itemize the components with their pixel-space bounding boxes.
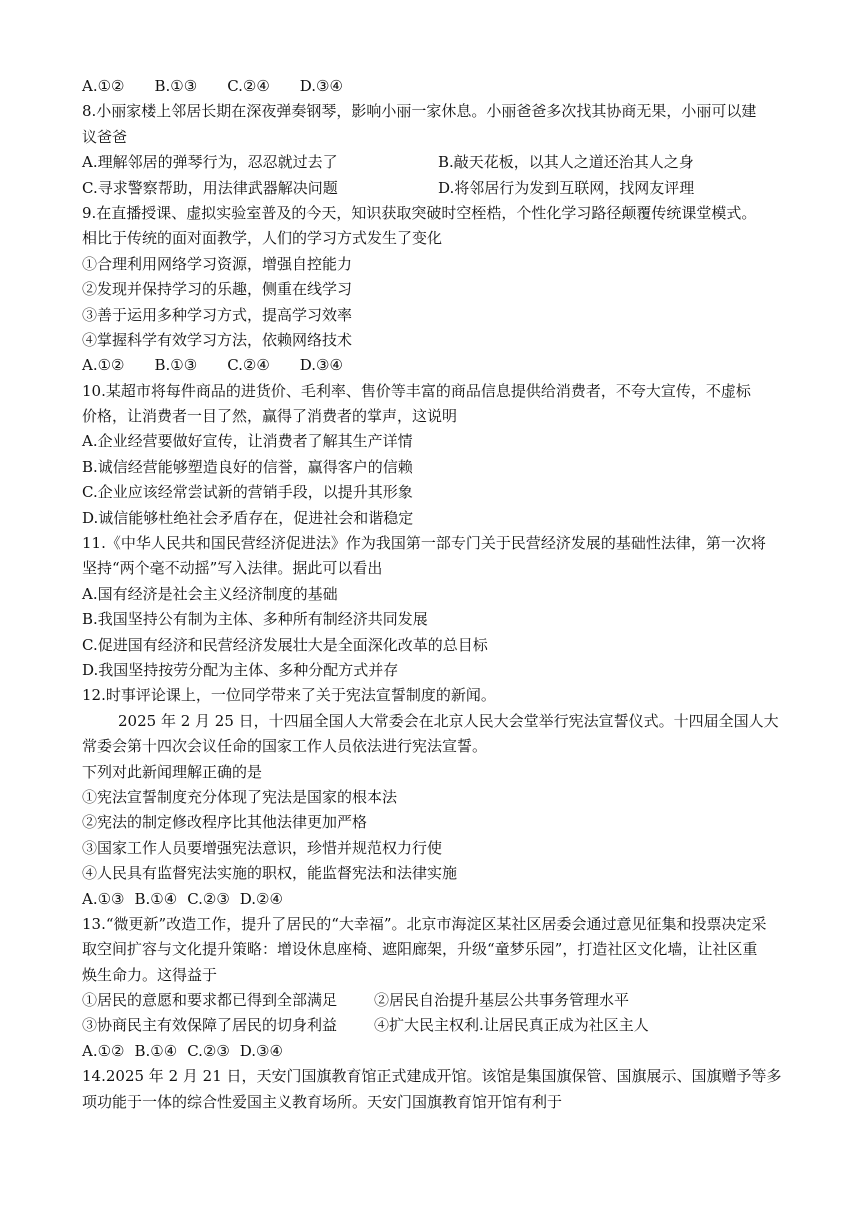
q12-item-1: ①宪法宣誓制度充分体现了宪法是国家的根本法 — [82, 787, 398, 806]
q13-stem-line1: 13.“微更新”改造工作，提升了居民的“大幸福”。北京市海淀区某社区居委会通过意见征集和投票决定采 — [82, 914, 767, 933]
q12-stem-line3: 下列对此新闻理解正确的是 — [82, 762, 263, 781]
q13-item-1: ①居民的意愿和要求都已得到全部满足 — [82, 991, 338, 1010]
q8-option-d: D.将邻居行为发到互联网，找网友评理 — [438, 178, 695, 197]
q8-option-b: B.敲天花板，以其人之道还治其人之身 — [438, 153, 694, 172]
q8-option-a: A.理解邻居的弹琴行为，忍忍就过去了 — [82, 153, 338, 172]
q13-stem-line2: 取空间扩容与文化提升策略：增设休息座椅、遮阳廊架，升级“童梦乐园”，打造社区文化墙，让社区重 — [82, 940, 758, 959]
q13-option-b: B.①④ — [134, 1041, 178, 1060]
q11-option-b: B.我国坚持公有制为主体、多种所有制经济共同发展 — [82, 610, 428, 629]
q10-option-c: C.企业应该经常尝试新的营销手段，以提升其形象 — [82, 483, 413, 502]
q12-stem-line1: 12.时事评论课上，一位同学带来了关于宪法宣誓制度的新闻。 — [82, 686, 496, 705]
q13-stem-line3: 焕生命力。这得益于 — [82, 965, 218, 984]
q11-stem-line2: 坚持“两个毫不动摇”写入法律。据此可以看出 — [82, 559, 383, 578]
q10-option-b: B.诚信经营能够塑造良好的信誉，赢得客户的信赖 — [82, 457, 413, 476]
q12-option-d: D.②④ — [239, 889, 283, 908]
q9-option-c: C.②④ — [227, 356, 270, 375]
q11-option-c: C.促进国有经济和民营经济发展壮大是全面深化改革的总目标 — [82, 635, 488, 654]
q13-item-3: ③协商民主有效保障了居民的切身利益 — [82, 1016, 338, 1035]
q11-option-a: A.国有经济是社会主义经济制度的基础 — [82, 584, 338, 603]
q7-option-b: B.①③ — [154, 77, 198, 95]
q14-stem-line1: 14.2025 年 2 月 21 日，天安门国旗教育馆正式建成开馆。该馆是集国旗保管、国旗展示、国旗赠予等多 — [82, 1067, 782, 1086]
q14-stem-line2: 项功能于一体的综合性爱国主义教育场所。天安门国旗教育馆开馆有利于 — [82, 1092, 563, 1111]
q9-item-2: ②发现并保持学习的乐趣，侧重在线学习 — [82, 280, 353, 299]
q13-option-c: C.②③ — [187, 1041, 230, 1060]
q13-option-d: D.③④ — [239, 1041, 283, 1060]
q9-stem-line2: 相比于传统的面对面教学，人们的学习方式发生了变化 — [82, 229, 443, 248]
q13-item-2: ②居民自治提升基层公共事务管理水平 — [374, 991, 630, 1010]
q12-option-b: B.①④ — [134, 889, 178, 908]
q12-option-c: C.②③ — [187, 889, 230, 908]
q12-item-4: ④人民具有监督宪法实施的职权，能监督宪法和法律实施 — [82, 864, 458, 883]
q11-option-d: D.我国坚持按劳分配为主体、多种分配方式并存 — [82, 660, 399, 679]
q7-option-a: A.①② — [82, 77, 125, 95]
q10-option-a: A.企业经营要做好宣传，让消费者了解其生产详情 — [82, 432, 413, 451]
q12-options — [82, 887, 786, 912]
q9-item-4: ④掌握科学有效学习方法，依赖网络技术 — [82, 330, 353, 349]
q13-options — [82, 1039, 786, 1064]
q9-stem-line1: 9.在直播授课、虚拟实验室普及的今天，知识获取突破时空桎梏，个性化学习路径颠覆传统课堂模式。 — [82, 203, 757, 222]
q8-option-c: C.寻求警察帮助，用法律武器解决问题 — [82, 178, 338, 197]
q13-items-row2 — [82, 1013, 786, 1038]
q7-options — [82, 74, 786, 99]
q13-option-a: A.①② — [82, 1041, 125, 1060]
q9-option-b: B.①③ — [154, 356, 198, 375]
q8-stem-line2: 议爸爸 — [82, 127, 128, 146]
q9-option-d: D.③④ — [299, 356, 343, 375]
q9-options — [82, 353, 786, 378]
q12-option-a: A.①③ — [82, 889, 125, 908]
q10-stem-line1: 10.某超市将每件商品的进货价、毛利率、售价等丰富的商品信息提供给消费者，不夸大宣传，不虚标 — [82, 381, 751, 400]
q7-option-c: C.②④ — [227, 77, 270, 95]
q9-item-3: ③善于运用多种学习方式，提高学习效率 — [82, 305, 353, 324]
q8-options-row2 — [82, 176, 786, 201]
q13-items-row1 — [82, 988, 786, 1013]
q9-item-1: ①合理利用网络学习资源，增强自控能力 — [82, 254, 353, 273]
q12-news-line1: 2025 年 2 月 25 日，十四届全国人大常委会在北京人民大会堂举行宪法宣誓仪式。十四届全国人大 — [118, 711, 779, 730]
q8-stem-line1: 8.小丽家楼上邻居长期在深夜弹奏钢琴，影响小丽一家休息。小丽爸爸多次找其协商无果，小丽可以建 — [82, 102, 757, 121]
q12-item-3: ③国家工作人员要增强宪法意识，珍惜并规范权力行使 — [82, 838, 443, 857]
q12-news-line2: 常委会第十四次会议任命的国家工作人员依法进行宪法宣誓。 — [82, 737, 488, 756]
q11-stem-line1: 11.《中华人民共和国民营经济促进法》作为我国第一部专门关于民营经济发展的基础性法律，第一次将 — [82, 534, 766, 553]
q7-option-d: D.③④ — [299, 77, 343, 95]
q10-stem-line2: 价格，让消费者一目了然，赢得了消费者的掌声，这说明 — [82, 407, 458, 426]
q9-option-a: A.①② — [82, 356, 125, 375]
q12-item-2: ②宪法的制定修改程序比其他法律更加严格 — [82, 813, 368, 832]
exam-page — [82, 74, 786, 1115]
q13-item-4: ④扩大民主权利.让居民真正成为社区主人 — [374, 1016, 649, 1035]
q8-options-row1 — [82, 150, 786, 175]
q10-option-d: D.诚信能够杜绝社会矛盾存在，促进社会和谐稳定 — [82, 508, 414, 527]
